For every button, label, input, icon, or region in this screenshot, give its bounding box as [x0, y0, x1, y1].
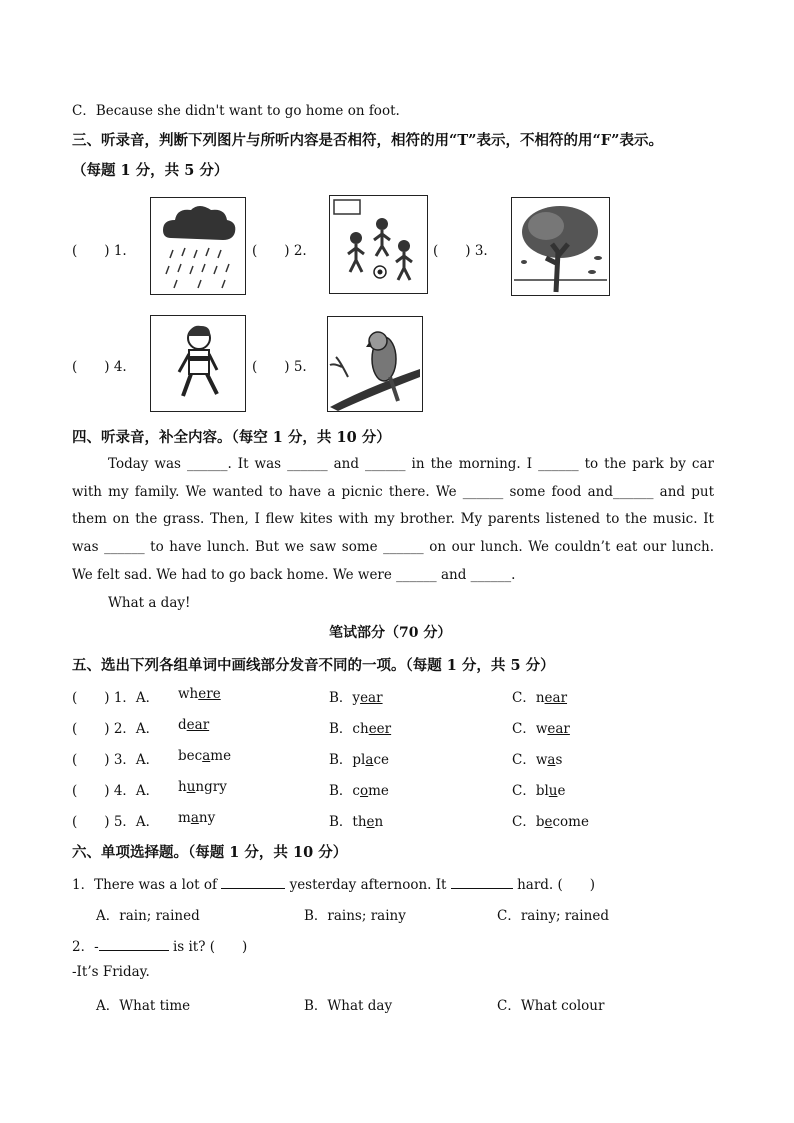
- section5-title: 五、选出下列各组单词中画线部分发音不同的一项。（每题 1 分，共 5 分）: [72, 657, 555, 674]
- question-2: 2．- is it? ( ): [72, 939, 248, 955]
- parrot-on-branch-icon: [327, 316, 423, 412]
- rain-cloud-icon: [150, 197, 246, 295]
- written-part-heading: 笔试部分（70 分）: [329, 625, 452, 641]
- answer-blank[interactable]: [451, 875, 513, 889]
- q2-option-c[interactable]: C．What colour: [497, 998, 605, 1014]
- item-2-label: ( ) 2.: [252, 243, 307, 259]
- item-1-label: ( ) 1.: [72, 243, 127, 259]
- answer-blank[interactable]: [99, 937, 169, 951]
- boy-walking-icon: [150, 315, 246, 412]
- q1-option-b[interactable]: B．rains; rainy: [304, 908, 406, 924]
- listening-passage: Today was ______. It was ______ and ______ in the morning. I ______ to the park by car with my family. We wanted to have a picnic there. We ______ some food and______ and put them on the grass. Then, I flew kites with my brother. My parents listened to the music. It was ______ to have lunch. But we saw some ______ on our lunch. We couldn’t eat our lunch. We felt sad. We had to go back home. We were ______ and ______.: [72, 456, 714, 583]
- item-3-label: ( ) 3.: [433, 243, 488, 259]
- q2-answer-line: -It’s Friday.: [72, 964, 150, 980]
- prev-option-c: C．Because she didn't want to go home on foot.: [72, 103, 400, 119]
- question-1: 1．There was a lot of yesterday afternoon. It hard. ( ): [72, 877, 596, 893]
- kids-playing-football-icon: [329, 195, 428, 294]
- section3-score: （每题 1 分，共 5 分）: [72, 162, 229, 179]
- section3-title: 三、听录音，判断下列图片与所听内容是否相符，相符的用“T”表示，不相符的用“F”表示。: [72, 132, 663, 149]
- q1-option-c[interactable]: C．rainy; rained: [497, 908, 609, 924]
- passage-ending: What a day!: [108, 595, 191, 611]
- section4-title: 四、听录音，补全内容。（每空 1 分，共 10 分）: [72, 429, 391, 446]
- q2-option-a[interactable]: A．What time: [96, 998, 191, 1014]
- item-4-label: ( ) 4.: [72, 359, 127, 375]
- q2-option-b[interactable]: B．What day: [304, 998, 393, 1014]
- tree-falling-leaves-icon: [511, 197, 610, 296]
- q1-option-a[interactable]: A．rain; rained: [96, 908, 200, 924]
- item-5-label: ( ) 5.: [252, 359, 307, 375]
- answer-blank[interactable]: [221, 875, 285, 889]
- section6-title: 六、单项选择题。（每题 1 分，共 10 分）: [72, 844, 348, 861]
